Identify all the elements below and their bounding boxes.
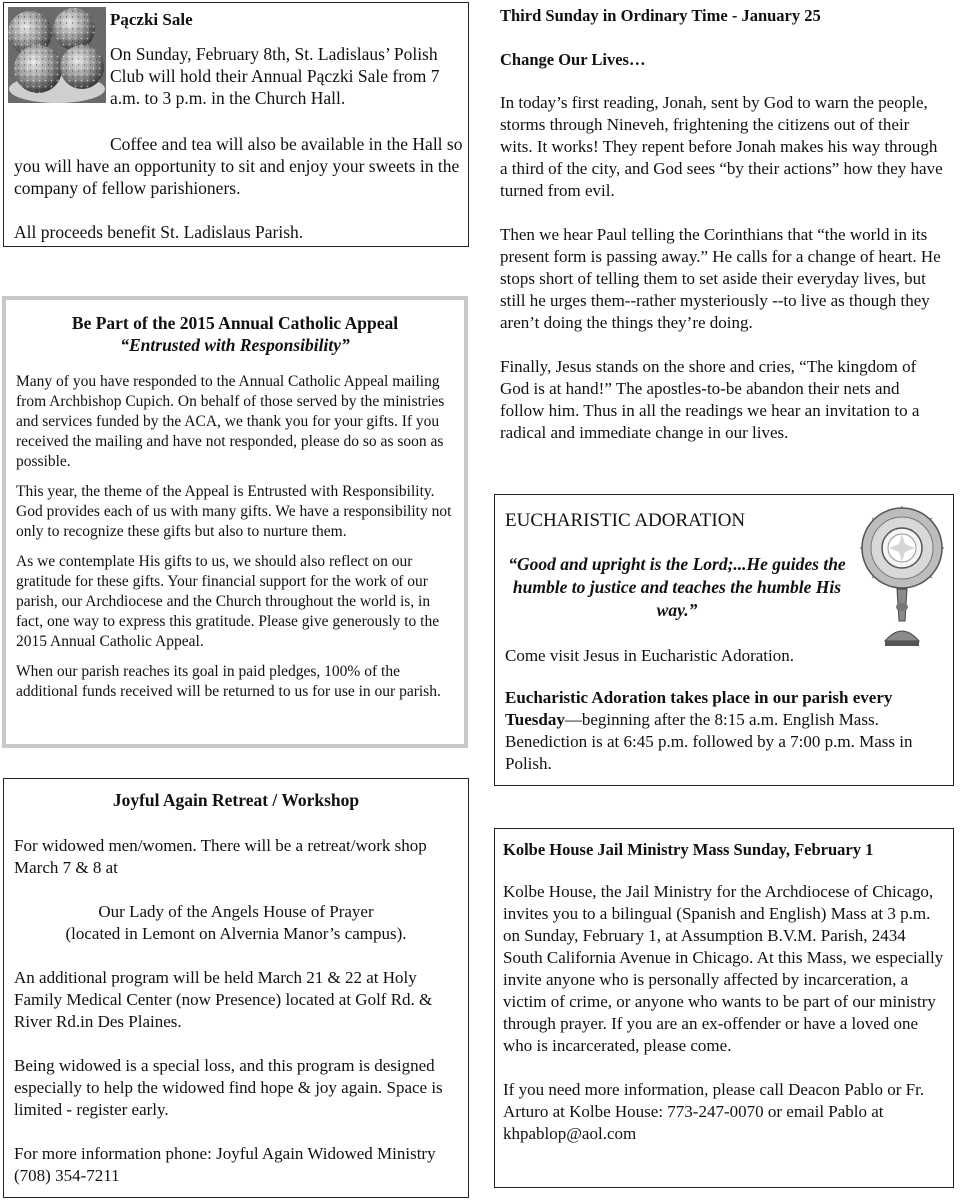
adoration-title: EUCHARISTIC ADORATION — [505, 510, 746, 531]
paczki-paragraph-1: On Sunday, February 8th, St. Ladislaus’ Polish Club will hold their Annual Pączki Sale from 7 a.m. to 3 p.m. in the Church Hall. — [110, 44, 440, 108]
appeal-paragraph-4: When our parish reaches its goal in paid pledges, 100% of the additional funds received will be returned to us for use in our parish. — [16, 663, 441, 700]
appeal-paragraph-3: As we contemplate His gifts to us, we should also reflect on our gratitude for these gifts. Your financial support for the work of our parish, our Archdiocese and the Church throughout the world is, in fact, one way to express this gratitude. Please give generously to the 2015 Annual Catholic Appeal. — [16, 553, 440, 650]
reflection-title: Third Sunday in Ordinary Time - January 25 — [500, 6, 821, 25]
retreat-location-line-2: (located in Lemont on Alvernia Manor’s campus). — [65, 924, 407, 943]
adoration-schedule-bold: Eucharistic Adoration takes place in our parish every Tuesday — [505, 688, 893, 729]
paczki-sale-box — [3, 2, 469, 247]
monstrance-icon — [855, 503, 949, 653]
reflection-section — [500, 6, 946, 456]
adoration-schedule-rest: —beginning after the 8:15 a.m. English Mass. Benediction is at 6:45 p.m. followed by a 7:00 p.m. Mass in Polish. — [505, 710, 913, 773]
reflection-paragraph-2: Then we hear Paul telling the Corinthians that “the world in its present form is passing away.” He calls for a change of heart. He stops short of telling them to set aside their everyday lives, but still he urges them--rather mysteriously --to live as though they aren’t doing the things they’re doing. — [500, 225, 941, 332]
appeal-paragraph-1: Many of you have responded to the Annual Catholic Appeal mailing from Archbishop Cupich. On behalf of those served by the ministries and services funded by the ACA, we thank you for your gifts. If you received the mailing and have not responded, please do so as soon as possible. — [16, 373, 445, 470]
kolbe-paragraph-1: Kolbe House, the Jail Ministry for the Archdiocese of Chicago, invites you to a bilingual (Spanish and English) Mass at 3 p.m. on Sunday, February 1, at Assumption B.V.M. Parish, 2434 South California Avenue in Chicago. At this Mass, we especially invite anyone who is personally affected by incarceration, a victim of crime, or anyone who wants to be part of our ministry through prayer. If you are an ex-offender or have a loved one who is incarcerated, please come. — [503, 882, 944, 1055]
kolbe-house-box — [494, 828, 954, 1188]
appeal-title: Be Part of the 2015 Annual Catholic Appeal — [71, 313, 399, 333]
retreat-paragraph-1: For widowed men/women. There will be a retreat/work shop March 7 & 8 at — [14, 836, 427, 877]
kolbe-title: Kolbe House Jail Ministry Mass Sunday, February 1 — [503, 840, 874, 859]
retreat-location-line-1: Our Lady of the Angels House of Prayer — [98, 902, 374, 921]
paczki-paragraph-3: All proceeds benefit St. Ladislaus Parish. — [14, 222, 304, 242]
adoration-quote: “Good and upright is the Lord;...He guides the humble to justice and teaches the humble His way.” — [508, 554, 846, 620]
paczki-paragraph-2: Coffee and tea will also be available in the Hall so you will have an opportunity to sit and enjoy your sweets in the company of fellow parishioners. — [14, 134, 463, 198]
adoration-schedule — [505, 687, 945, 775]
retreat-paragraph-3: Being widowed is a special loss, and this program is designed especially to help the widowed find hope & joy again. Space is limited - register early. — [14, 1056, 443, 1119]
reflection-paragraph-1: In today’s first reading, Jonah, sent by God to warn the people, storms through Nineveh, frightening the citizens out of their wits. It works! They repent before Jonah makes his way through a third of the city, and God sees “by their actions” how they have turned from evil. — [500, 93, 943, 200]
reflection-subtitle: Change Our Lives… — [500, 50, 646, 69]
kolbe-paragraph-2: If you need more information, please call Deacon Pablo or Fr. Arturo at Kolbe House: 773-247-0070 or email Pablo at khpablop@aol.com — [503, 1080, 925, 1143]
eucharistic-adoration-box — [494, 494, 954, 786]
appeal-subtitle: “Entrusted with Responsibility” — [120, 335, 350, 355]
appeal-paragraph-2: This year, the theme of the Appeal is Entrusted with Responsibility. God provides each of us with many gifts. We have a responsibility not only to recognize these gifts but also to nurture them. — [16, 483, 452, 540]
adoration-invite: Come visit Jesus in Eucharistic Adoration. — [505, 646, 794, 665]
paczki-title: Pączki Sale — [110, 10, 193, 29]
retreat-paragraph-4: For more information phone: Joyful Again Widowed Ministry (708) 354-7211 — [14, 1144, 436, 1185]
retreat-paragraph-2: An additional program will be held March 21 & 22 at Holy Family Medical Center (now Presence) located at Golf Rd. & River Rd.in Des Plaines. — [14, 968, 433, 1031]
retreat-box — [3, 778, 469, 1198]
donuts-photo — [8, 7, 106, 103]
reflection-paragraph-3: Finally, Jesus stands on the shore and cries, “The kingdom of God is at hand!” The apostles-to-be abandon their nets and follow him. Thus in all the readings we hear an invitation to a radical and immediate change in our lives. — [500, 357, 920, 442]
retreat-title: Joyful Again Retreat / Workshop — [112, 790, 360, 810]
catholic-appeal-box — [2, 296, 468, 748]
